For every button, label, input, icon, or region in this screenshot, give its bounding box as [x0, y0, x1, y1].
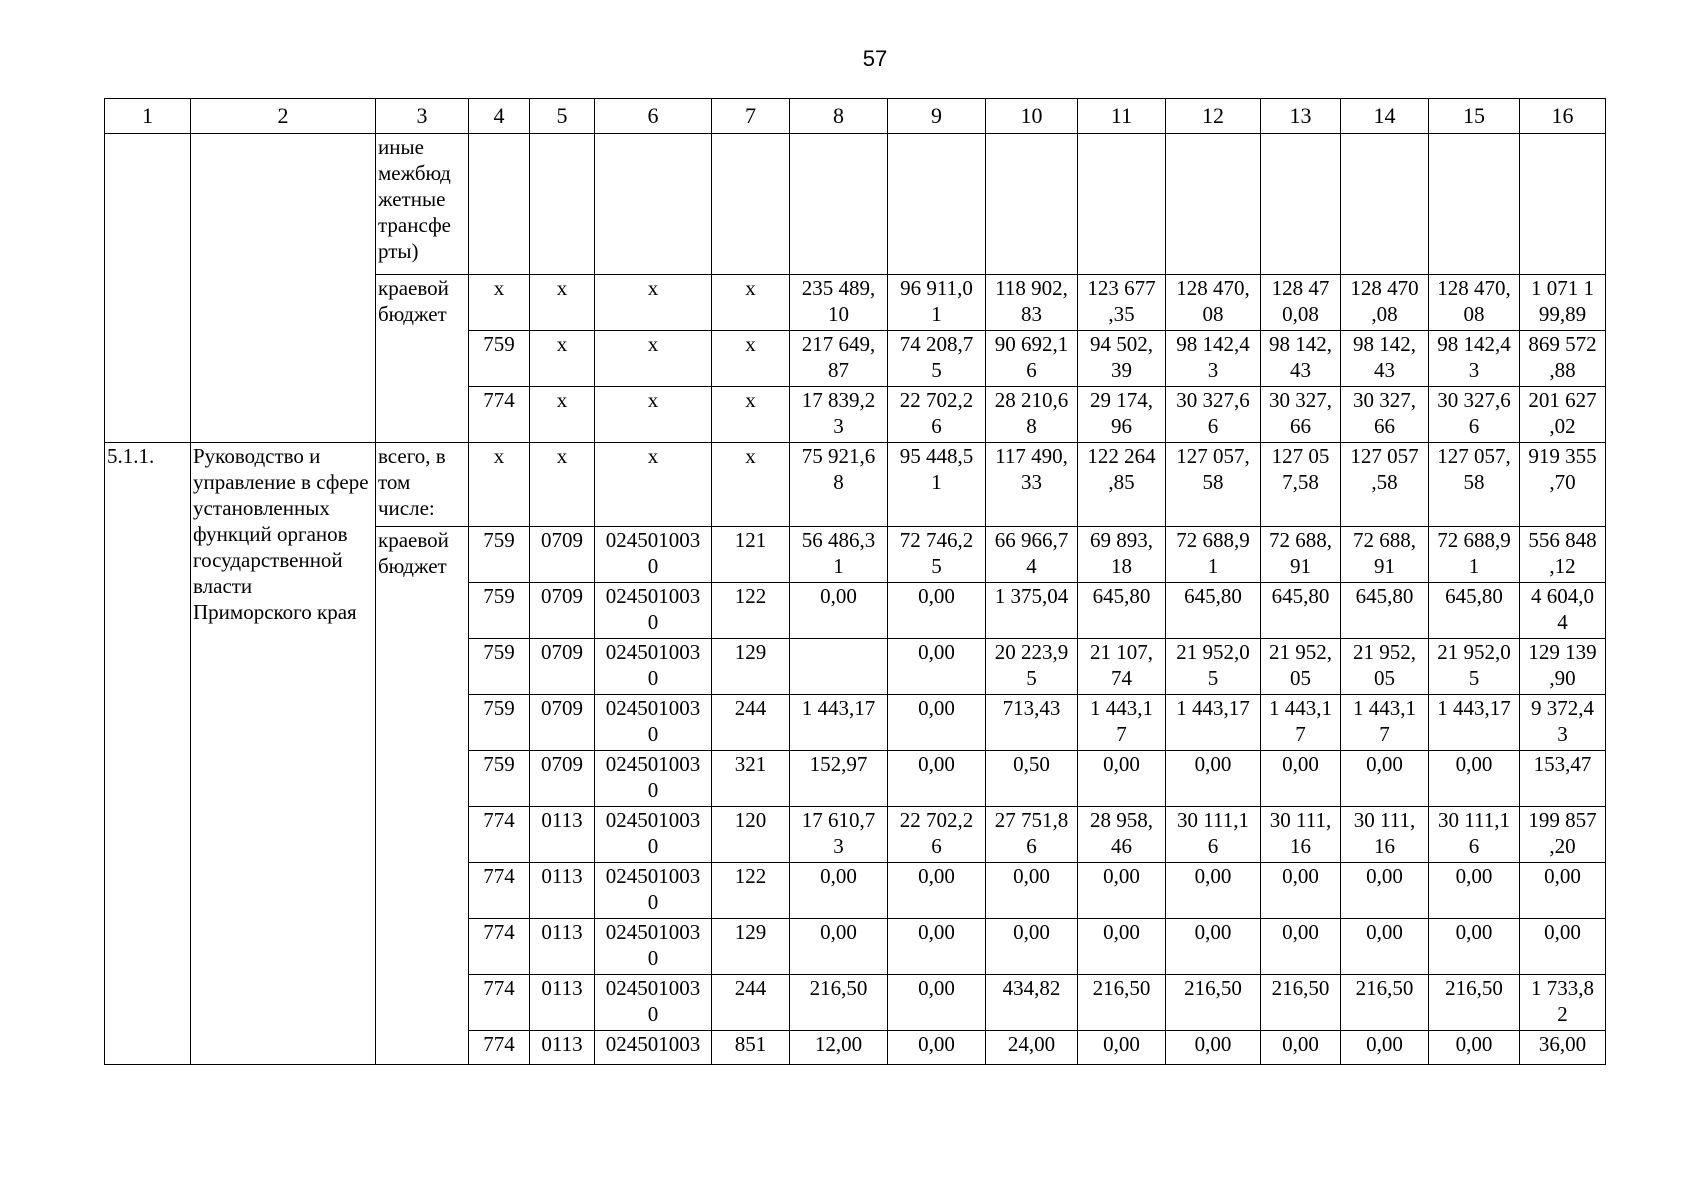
cell: 98 142,4 3: [1429, 331, 1520, 387]
cell: 0,00: [1429, 1031, 1520, 1065]
cell: 30 327,6 6: [1166, 387, 1261, 443]
cell: 36,00: [1520, 1031, 1606, 1065]
cell: x: [712, 387, 790, 443]
column-header: 8: [790, 99, 888, 134]
cell: 0,00: [1341, 919, 1429, 975]
cell: 1 443,17: [1429, 695, 1520, 751]
cell: 774: [469, 863, 530, 919]
cell: 128 470 ,08: [1341, 275, 1429, 331]
cell: 28 210,6 8: [986, 387, 1078, 443]
cell: 128 47 0,08: [1261, 275, 1341, 331]
cell: 0,00: [1341, 863, 1429, 919]
cell: 117 490, 33: [986, 443, 1078, 527]
cell: 0,50: [986, 751, 1078, 807]
cell: 128 470, 08: [1166, 275, 1261, 331]
cell: 759: [469, 527, 530, 583]
cell: 0,00: [1429, 751, 1520, 807]
cell: 21 952,0 5: [1429, 639, 1520, 695]
cell: 0709: [530, 527, 595, 583]
cell: 17 610,7 3: [790, 807, 888, 863]
cell: 244: [712, 695, 790, 751]
cell: 0,00: [1261, 863, 1341, 919]
cell: 0,00: [1520, 919, 1606, 975]
cell: 0709: [530, 639, 595, 695]
budget-table: [104, 98, 1606, 1065]
cell: 645,80: [1078, 583, 1166, 639]
cell: 1 443,1 7: [1078, 695, 1166, 751]
cell: 17 839,2 3: [790, 387, 888, 443]
column-header: 6: [595, 99, 712, 134]
column-header: 13: [1261, 99, 1341, 134]
cell: 851: [712, 1031, 790, 1065]
cell: 024501003 0: [595, 919, 712, 975]
cell: 216,50: [1078, 975, 1166, 1031]
cell: 1 443,1 7: [1341, 695, 1429, 751]
cell: 30 327, 66: [1261, 387, 1341, 443]
cell: 0,00: [888, 919, 986, 975]
cell: 919 355 ,70: [1520, 443, 1606, 527]
cell: 72 688,9 1: [1429, 527, 1520, 583]
column-header: 16: [1520, 99, 1606, 134]
cell: 0,00: [1261, 751, 1341, 807]
cell: 759: [469, 751, 530, 807]
cell: 0,00: [1166, 863, 1261, 919]
cell: 0,00: [1166, 919, 1261, 975]
cell: 774: [469, 1031, 530, 1065]
cell: 98 142, 43: [1261, 331, 1341, 387]
cell: 0,00: [1078, 1031, 1166, 1065]
funding-source-cell: краевой бюджет: [376, 275, 469, 443]
funding-source-cell: краевой бюджет: [376, 527, 469, 1065]
cell: x: [595, 331, 712, 387]
cell: 024501003 0: [595, 975, 712, 1031]
cell: 0,00: [1166, 751, 1261, 807]
cell: 96 911,0 1: [888, 275, 986, 331]
cell: 869 572 ,88: [1520, 331, 1606, 387]
column-header: 4: [469, 99, 530, 134]
cell: 0,00: [1078, 751, 1166, 807]
cell: 645,80: [1429, 583, 1520, 639]
cell: x: [530, 331, 595, 387]
cell: 0113: [530, 863, 595, 919]
cell: 72 688, 91: [1261, 527, 1341, 583]
cell: 0,00: [790, 863, 888, 919]
cell: 216,50: [1429, 975, 1520, 1031]
cell: 0,00: [1341, 1031, 1429, 1065]
cell: 024501003 0: [595, 695, 712, 751]
cell: 0,00: [888, 863, 986, 919]
cell: 120: [712, 807, 790, 863]
cell: 645,80: [1261, 583, 1341, 639]
cell: 152,97: [790, 751, 888, 807]
cell: 21 952, 05: [1261, 639, 1341, 695]
cell: x: [712, 443, 790, 527]
cell: 69 893, 18: [1078, 527, 1166, 583]
cell: 1 443,1 7: [1261, 695, 1341, 751]
cell: 129 139 ,90: [1520, 639, 1606, 695]
column-header: 9: [888, 99, 986, 134]
cell: 118 902, 83: [986, 275, 1078, 331]
cell: 0,00: [1261, 1031, 1341, 1065]
cell: 0,00: [888, 1031, 986, 1065]
cell: 759: [469, 331, 530, 387]
cell: 0709: [530, 695, 595, 751]
cell: 0,00: [888, 583, 986, 639]
cell: 98 142,4 3: [1166, 331, 1261, 387]
cell: 216,50: [1166, 975, 1261, 1031]
cell: 645,80: [1166, 583, 1261, 639]
empty-cell: [191, 134, 376, 443]
cell: 122: [712, 863, 790, 919]
cell: 127 057, 58: [1166, 443, 1261, 527]
cell: 0113: [530, 807, 595, 863]
cell: 20 223,9 5: [986, 639, 1078, 695]
cell: 129: [712, 919, 790, 975]
column-header: 11: [1078, 99, 1166, 134]
cell: 72 746,2 5: [888, 527, 986, 583]
cell: 27 751,8 6: [986, 807, 1078, 863]
cell: 759: [469, 583, 530, 639]
cell: 22 702,2 6: [888, 807, 986, 863]
cell: 201 627 ,02: [1520, 387, 1606, 443]
cell: 216,50: [1261, 975, 1341, 1031]
cell: 94 502, 39: [1078, 331, 1166, 387]
cell: 21 952,0 5: [1166, 639, 1261, 695]
item-total-row: [105, 443, 1606, 527]
cell: 024501003 0: [595, 527, 712, 583]
cell: 30 327, 66: [1341, 387, 1429, 443]
cell: 217 649, 87: [790, 331, 888, 387]
cell: 30 327,6 6: [1429, 387, 1520, 443]
cell: 0,00: [790, 583, 888, 639]
cell: 30 111, 16: [1261, 807, 1341, 863]
cell: 434,82: [986, 975, 1078, 1031]
cell: 759: [469, 695, 530, 751]
cell: 024501003: [595, 1031, 712, 1065]
cell: 12,00: [790, 1031, 888, 1065]
cell: 0,00: [888, 751, 986, 807]
empty-cell: [105, 134, 191, 443]
cell: x: [712, 331, 790, 387]
cell: 75 921,6 8: [790, 443, 888, 527]
cell: 0113: [530, 1031, 595, 1065]
cell: 1 443,17: [1166, 695, 1261, 751]
cell: 216,50: [790, 975, 888, 1031]
cell: 0709: [530, 583, 595, 639]
cell: 95 448,5 1: [888, 443, 986, 527]
cell: [790, 639, 888, 695]
cell: 024501003 0: [595, 807, 712, 863]
cell: 122 264 ,85: [1078, 443, 1166, 527]
cell: x: [469, 443, 530, 527]
cell: 645,80: [1341, 583, 1429, 639]
cell: 56 486,3 1: [790, 527, 888, 583]
cell: 199 857 ,20: [1520, 807, 1606, 863]
cell: x: [595, 443, 712, 527]
cell: 9 372,4 3: [1520, 695, 1606, 751]
cell: 024501003 0: [595, 583, 712, 639]
cell: 127 057 ,58: [1341, 443, 1429, 527]
cell: 0,00: [888, 975, 986, 1031]
cell: 30 111,1 6: [1429, 807, 1520, 863]
column-header: 1: [105, 99, 191, 134]
transfer-type-cell: иные межбюд жетные трансфе рты): [376, 134, 469, 275]
cell: x: [530, 443, 595, 527]
cell: 0,00: [1429, 919, 1520, 975]
total-label: всего, в том числе:: [376, 443, 469, 527]
cell: 128 470, 08: [1429, 275, 1520, 331]
cell: 122: [712, 583, 790, 639]
table-row: [105, 134, 1606, 275]
cell: 235 489, 10: [790, 275, 888, 331]
cell: 0,00: [888, 639, 986, 695]
cell: 98 142, 43: [1341, 331, 1429, 387]
cell: 0709: [530, 751, 595, 807]
cell: 024501003 0: [595, 639, 712, 695]
cell: 4 604,0 4: [1520, 583, 1606, 639]
cell: 24,00: [986, 1031, 1078, 1065]
cell: 0,00: [1261, 919, 1341, 975]
column-header: 5: [530, 99, 595, 134]
cell: 774: [469, 807, 530, 863]
cell: 0,00: [1341, 751, 1429, 807]
cell: 1 071 1 99,89: [1520, 275, 1606, 331]
cell: x: [595, 387, 712, 443]
cell: 129: [712, 639, 790, 695]
cell: 28 958, 46: [1078, 807, 1166, 863]
cell: 0,00: [790, 919, 888, 975]
cell: 72 688,9 1: [1166, 527, 1261, 583]
cell: 153,47: [1520, 751, 1606, 807]
column-header: 15: [1429, 99, 1520, 134]
cell: 30 111,1 6: [1166, 807, 1261, 863]
cell: 66 966,7 4: [986, 527, 1078, 583]
cell: 0,00: [1078, 863, 1166, 919]
cell: 774: [469, 975, 530, 1031]
item-number: 5.1.1.: [105, 443, 191, 1065]
cell: 024501003 0: [595, 751, 712, 807]
cell: 74 208,7 5: [888, 331, 986, 387]
cell: x: [595, 275, 712, 331]
cell: 0,00: [1166, 1031, 1261, 1065]
cell: 321: [712, 751, 790, 807]
column-header: 3: [376, 99, 469, 134]
column-number-row: [105, 99, 1606, 134]
cell: 244: [712, 975, 790, 1031]
cell: x: [712, 275, 790, 331]
cell: x: [530, 387, 595, 443]
column-header: 7: [712, 99, 790, 134]
cell: 1 443,17: [790, 695, 888, 751]
cell: 0,00: [986, 863, 1078, 919]
cell: 21 952, 05: [1341, 639, 1429, 695]
cell: 121: [712, 527, 790, 583]
cell: 556 848 ,12: [1520, 527, 1606, 583]
cell: 72 688, 91: [1341, 527, 1429, 583]
column-header: 12: [1166, 99, 1261, 134]
cell: 0,00: [888, 695, 986, 751]
cell: 0,00: [1520, 863, 1606, 919]
cell: 90 692,1 6: [986, 331, 1078, 387]
cell: 0113: [530, 975, 595, 1031]
cell: 0,00: [1078, 919, 1166, 975]
cell: x: [530, 275, 595, 331]
page-number: 57: [862, 46, 888, 71]
cell: 1 733,8 2: [1520, 975, 1606, 1031]
column-header: 14: [1341, 99, 1429, 134]
cell: 024501003 0: [595, 863, 712, 919]
cell: 0,00: [1429, 863, 1520, 919]
column-header: 10: [986, 99, 1078, 134]
cell: 0113: [530, 919, 595, 975]
cell: 759: [469, 639, 530, 695]
cell: 774: [469, 919, 530, 975]
cell: 127 057, 58: [1429, 443, 1520, 527]
column-header: 2: [191, 99, 376, 134]
cell: 29 174, 96: [1078, 387, 1166, 443]
cell: 713,43: [986, 695, 1078, 751]
cell: 127 05 7,58: [1261, 443, 1341, 527]
cell: 22 702,2 6: [888, 387, 986, 443]
cell: 1 375,04: [986, 583, 1078, 639]
cell: 30 111, 16: [1341, 807, 1429, 863]
cell: 216,50: [1341, 975, 1429, 1031]
cell: 123 677 ,35: [1078, 275, 1166, 331]
cell: 21 107, 74: [1078, 639, 1166, 695]
cell: 0,00: [986, 919, 1078, 975]
item-name: Руководство и управление в сфере установленных функций органов государственной власти Приморского края: [191, 443, 376, 1065]
cell: 774: [469, 387, 530, 443]
cell: x: [469, 275, 530, 331]
